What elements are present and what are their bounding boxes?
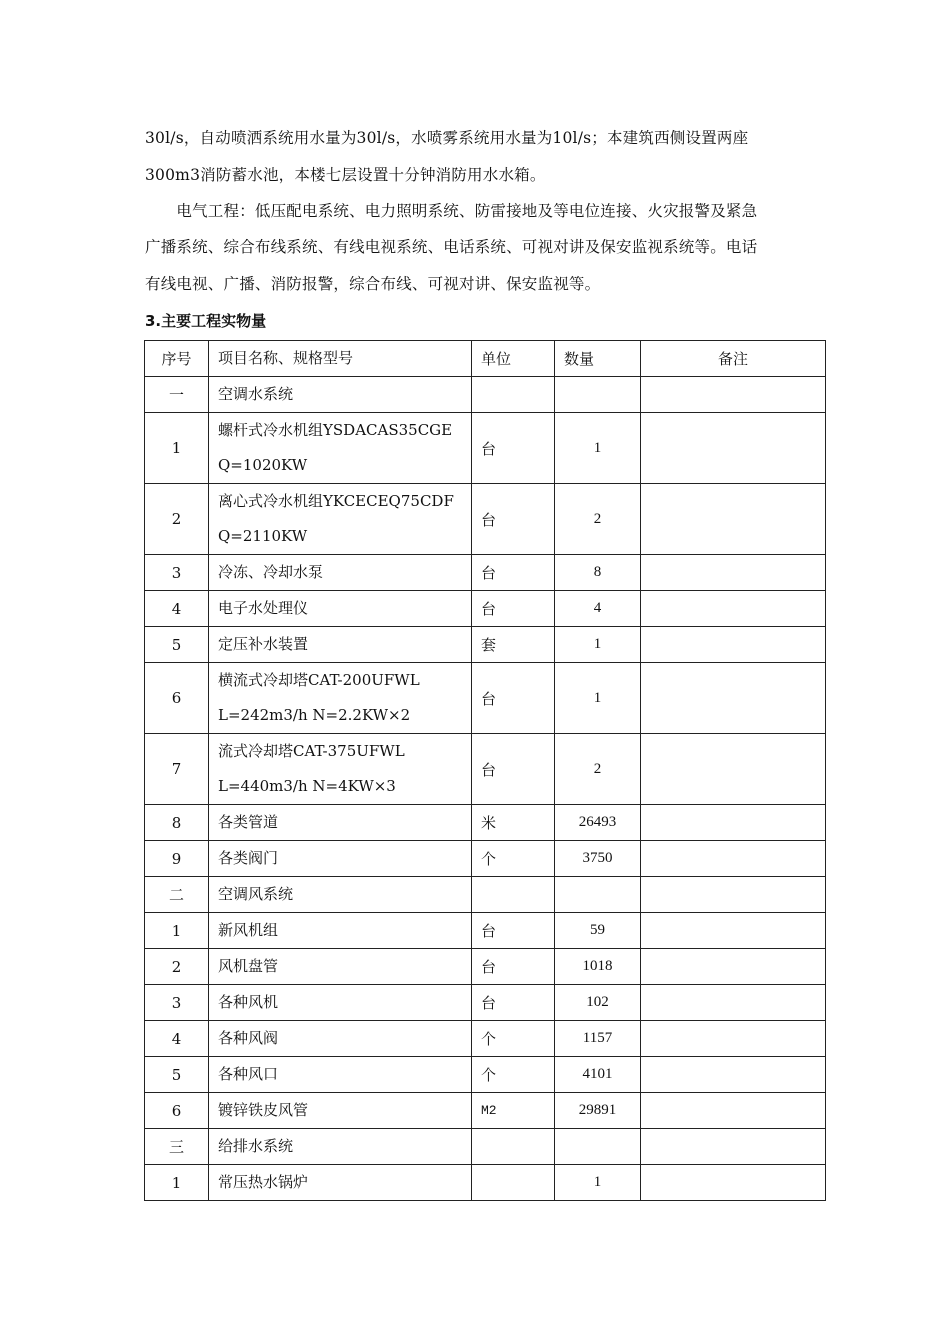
cell-name-line: 离心式冷水机组YKCECEQ75CDF bbox=[218, 492, 454, 510]
cell-unit bbox=[472, 1165, 555, 1201]
cell-no: 6 bbox=[145, 1093, 209, 1129]
cell-name-line: 电子水处理仪 bbox=[218, 599, 309, 617]
cell-note bbox=[641, 413, 826, 484]
cell-name bbox=[209, 1057, 472, 1093]
cell-name bbox=[209, 555, 472, 591]
cell-name-line: 各类阀门 bbox=[218, 849, 279, 867]
cell-unit: 台 bbox=[472, 413, 555, 484]
cell-note bbox=[641, 555, 826, 591]
paragraph-line: 30l/s，自动喷洒系统用水量为30l/s，水喷雾系统用水量为10l/s；本建筑西侧设置两座 bbox=[145, 129, 749, 147]
cell-note bbox=[641, 591, 826, 627]
cell-qty: 3750 bbox=[555, 841, 641, 877]
cell-unit: 台 bbox=[472, 734, 555, 805]
cell-unit bbox=[472, 377, 555, 413]
cell-qty: 102 bbox=[555, 985, 641, 1021]
cell-note bbox=[641, 1129, 826, 1165]
table-header-row bbox=[145, 341, 826, 377]
cell-unit: 台 bbox=[472, 913, 555, 949]
table-row bbox=[145, 841, 826, 877]
cell-unit: M2 bbox=[472, 1093, 555, 1129]
cell-no: 1 bbox=[145, 1165, 209, 1201]
table-row bbox=[145, 913, 826, 949]
cell-name bbox=[209, 734, 472, 805]
cell-name-line: 横流式冷却塔CAT-200UFWL bbox=[218, 671, 420, 689]
cell-name bbox=[209, 484, 472, 555]
quantities-table bbox=[144, 340, 826, 1201]
cell-name bbox=[209, 1021, 472, 1057]
table-row bbox=[145, 1057, 826, 1093]
header-no: 序号 bbox=[145, 341, 209, 377]
cell-no: 8 bbox=[145, 805, 209, 841]
cell-no: 3 bbox=[145, 555, 209, 591]
cell-name bbox=[209, 413, 472, 484]
cell-name bbox=[209, 913, 472, 949]
cell-name-line: 各种风机 bbox=[218, 993, 279, 1011]
cell-name-line: 风机盘管 bbox=[218, 957, 279, 975]
cell-name-line: 给排水系统 bbox=[218, 1137, 294, 1155]
cell-name bbox=[209, 1165, 472, 1201]
cell-note bbox=[641, 377, 826, 413]
cell-name bbox=[209, 841, 472, 877]
cell-qty: 2 bbox=[555, 734, 641, 805]
cell-note bbox=[641, 663, 826, 734]
cell-unit: 台 bbox=[472, 484, 555, 555]
cell-name-line: 螺杆式冷水机组YSDACAS35CGE bbox=[218, 421, 453, 439]
table-row bbox=[145, 663, 826, 734]
cell-name bbox=[209, 377, 472, 413]
cell-name-line: Q=1020KW bbox=[218, 456, 308, 474]
cell-note bbox=[641, 627, 826, 663]
paragraph-line: 300m3消防蓄水池，本楼七层设置十分钟消防用水水箱。 bbox=[145, 166, 546, 184]
cell-qty: 1 bbox=[555, 663, 641, 734]
table-row bbox=[145, 627, 826, 663]
cell-no: 9 bbox=[145, 841, 209, 877]
cell-no: 1 bbox=[145, 913, 209, 949]
cell-note bbox=[641, 1057, 826, 1093]
cell-no: 4 bbox=[145, 1021, 209, 1057]
table-row bbox=[145, 949, 826, 985]
table-row bbox=[145, 591, 826, 627]
header-note: 备注 bbox=[641, 341, 826, 377]
cell-name bbox=[209, 1093, 472, 1129]
cell-no: 6 bbox=[145, 663, 209, 734]
header-qty: 数量 bbox=[555, 341, 641, 377]
cell-name bbox=[209, 591, 472, 627]
table-row bbox=[145, 1165, 826, 1201]
header-unit: 单位 bbox=[472, 341, 555, 377]
cell-no: 二 bbox=[145, 877, 209, 913]
cell-unit: 台 bbox=[472, 663, 555, 734]
cell-no: 3 bbox=[145, 985, 209, 1021]
cell-note bbox=[641, 985, 826, 1021]
cell-name-line: 常压热水锅炉 bbox=[218, 1173, 309, 1191]
cell-unit: 个 bbox=[472, 1057, 555, 1093]
cell-unit: 米 bbox=[472, 805, 555, 841]
cell-name-line: 镀锌铁皮风管 bbox=[218, 1101, 309, 1119]
table-row bbox=[145, 1093, 826, 1129]
cell-no: 2 bbox=[145, 484, 209, 555]
table-row bbox=[145, 734, 826, 805]
cell-qty: 1 bbox=[555, 1165, 641, 1201]
cell-name-line: 各种风口 bbox=[218, 1065, 279, 1083]
cell-no: 4 bbox=[145, 591, 209, 627]
table-body bbox=[145, 377, 826, 1201]
cell-qty bbox=[555, 877, 641, 913]
cell-qty: 2 bbox=[555, 484, 641, 555]
cell-name bbox=[209, 949, 472, 985]
cell-no: 5 bbox=[145, 1057, 209, 1093]
cell-qty: 59 bbox=[555, 913, 641, 949]
cell-name bbox=[209, 877, 472, 913]
table-row bbox=[145, 1129, 826, 1165]
cell-unit bbox=[472, 877, 555, 913]
cell-qty: 1157 bbox=[555, 1021, 641, 1057]
cell-name-line: 各种风阀 bbox=[218, 1029, 279, 1047]
cell-note bbox=[641, 877, 826, 913]
paragraph-line: 广播系统、综合布线系统、有线电视系统、电话系统、可视对讲及保安监视系统等。电话 bbox=[145, 238, 758, 256]
table-row bbox=[145, 985, 826, 1021]
cell-name bbox=[209, 1129, 472, 1165]
cell-note bbox=[641, 484, 826, 555]
cell-qty: 29891 bbox=[555, 1093, 641, 1129]
table-row bbox=[145, 805, 826, 841]
cell-name-line: 定压补水装置 bbox=[218, 635, 309, 653]
cell-unit: 台 bbox=[472, 555, 555, 591]
cell-qty bbox=[555, 1129, 641, 1165]
cell-unit bbox=[472, 1129, 555, 1165]
cell-note bbox=[641, 805, 826, 841]
cell-note bbox=[641, 1093, 826, 1129]
header-name: 项目名称、规格型号 bbox=[209, 341, 472, 377]
cell-qty: 1 bbox=[555, 627, 641, 663]
cell-unit: 套 bbox=[472, 627, 555, 663]
cell-no: 7 bbox=[145, 734, 209, 805]
cell-qty bbox=[555, 377, 641, 413]
table-row bbox=[145, 377, 826, 413]
cell-qty: 4101 bbox=[555, 1057, 641, 1093]
cell-note bbox=[641, 1021, 826, 1057]
paragraph-line: 电气工程：低压配电系统、电力照明系统、防雷接地及等电位连接、火灾报警及紧急 bbox=[145, 202, 758, 220]
cell-name-line: 新风机组 bbox=[218, 921, 279, 939]
cell-name bbox=[209, 985, 472, 1021]
table-row bbox=[145, 877, 826, 913]
cell-unit: 个 bbox=[472, 1021, 555, 1057]
cell-note bbox=[641, 841, 826, 877]
cell-unit: 台 bbox=[472, 949, 555, 985]
cell-note bbox=[641, 949, 826, 985]
cell-name-line: 空调水系统 bbox=[218, 385, 294, 403]
cell-name-line: Q=2110KW bbox=[218, 527, 308, 545]
cell-qty: 4 bbox=[555, 591, 641, 627]
cell-qty: 1 bbox=[555, 413, 641, 484]
cell-unit: 个 bbox=[472, 841, 555, 877]
cell-no: 2 bbox=[145, 949, 209, 985]
cell-unit: 台 bbox=[472, 985, 555, 1021]
cell-name-line: 各类管道 bbox=[218, 813, 279, 831]
cell-no: 1 bbox=[145, 413, 209, 484]
cell-name bbox=[209, 805, 472, 841]
table-row bbox=[145, 1021, 826, 1057]
cell-note bbox=[641, 913, 826, 949]
paragraph-line: 有线电视、广播、消防报警，综合布线、可视对讲、保安监视等。 bbox=[145, 275, 601, 293]
table-row bbox=[145, 484, 826, 555]
cell-no: 5 bbox=[145, 627, 209, 663]
table-row bbox=[145, 555, 826, 591]
cell-no: 三 bbox=[145, 1129, 209, 1165]
cell-note bbox=[641, 1165, 826, 1201]
section-heading: 3.主要工程实物量 bbox=[145, 312, 267, 330]
cell-name bbox=[209, 663, 472, 734]
cell-unit: 台 bbox=[472, 591, 555, 627]
cell-name bbox=[209, 627, 472, 663]
cell-qty: 8 bbox=[555, 555, 641, 591]
cell-qty: 26493 bbox=[555, 805, 641, 841]
cell-qty: 1018 bbox=[555, 949, 641, 985]
cell-name-line: 冷冻、冷却水泵 bbox=[218, 563, 324, 581]
cell-no: 一 bbox=[145, 377, 209, 413]
cell-note bbox=[641, 734, 826, 805]
cell-name-line: L=242m3/h N=2.2KW×2 bbox=[218, 706, 411, 724]
cell-name-line: 空调风系统 bbox=[218, 885, 294, 903]
table-row bbox=[145, 413, 826, 484]
cell-name-line: 流式冷却塔CAT-375UFWL bbox=[218, 742, 405, 760]
cell-name-line: L=440m3/h N=4KW×3 bbox=[218, 777, 396, 795]
